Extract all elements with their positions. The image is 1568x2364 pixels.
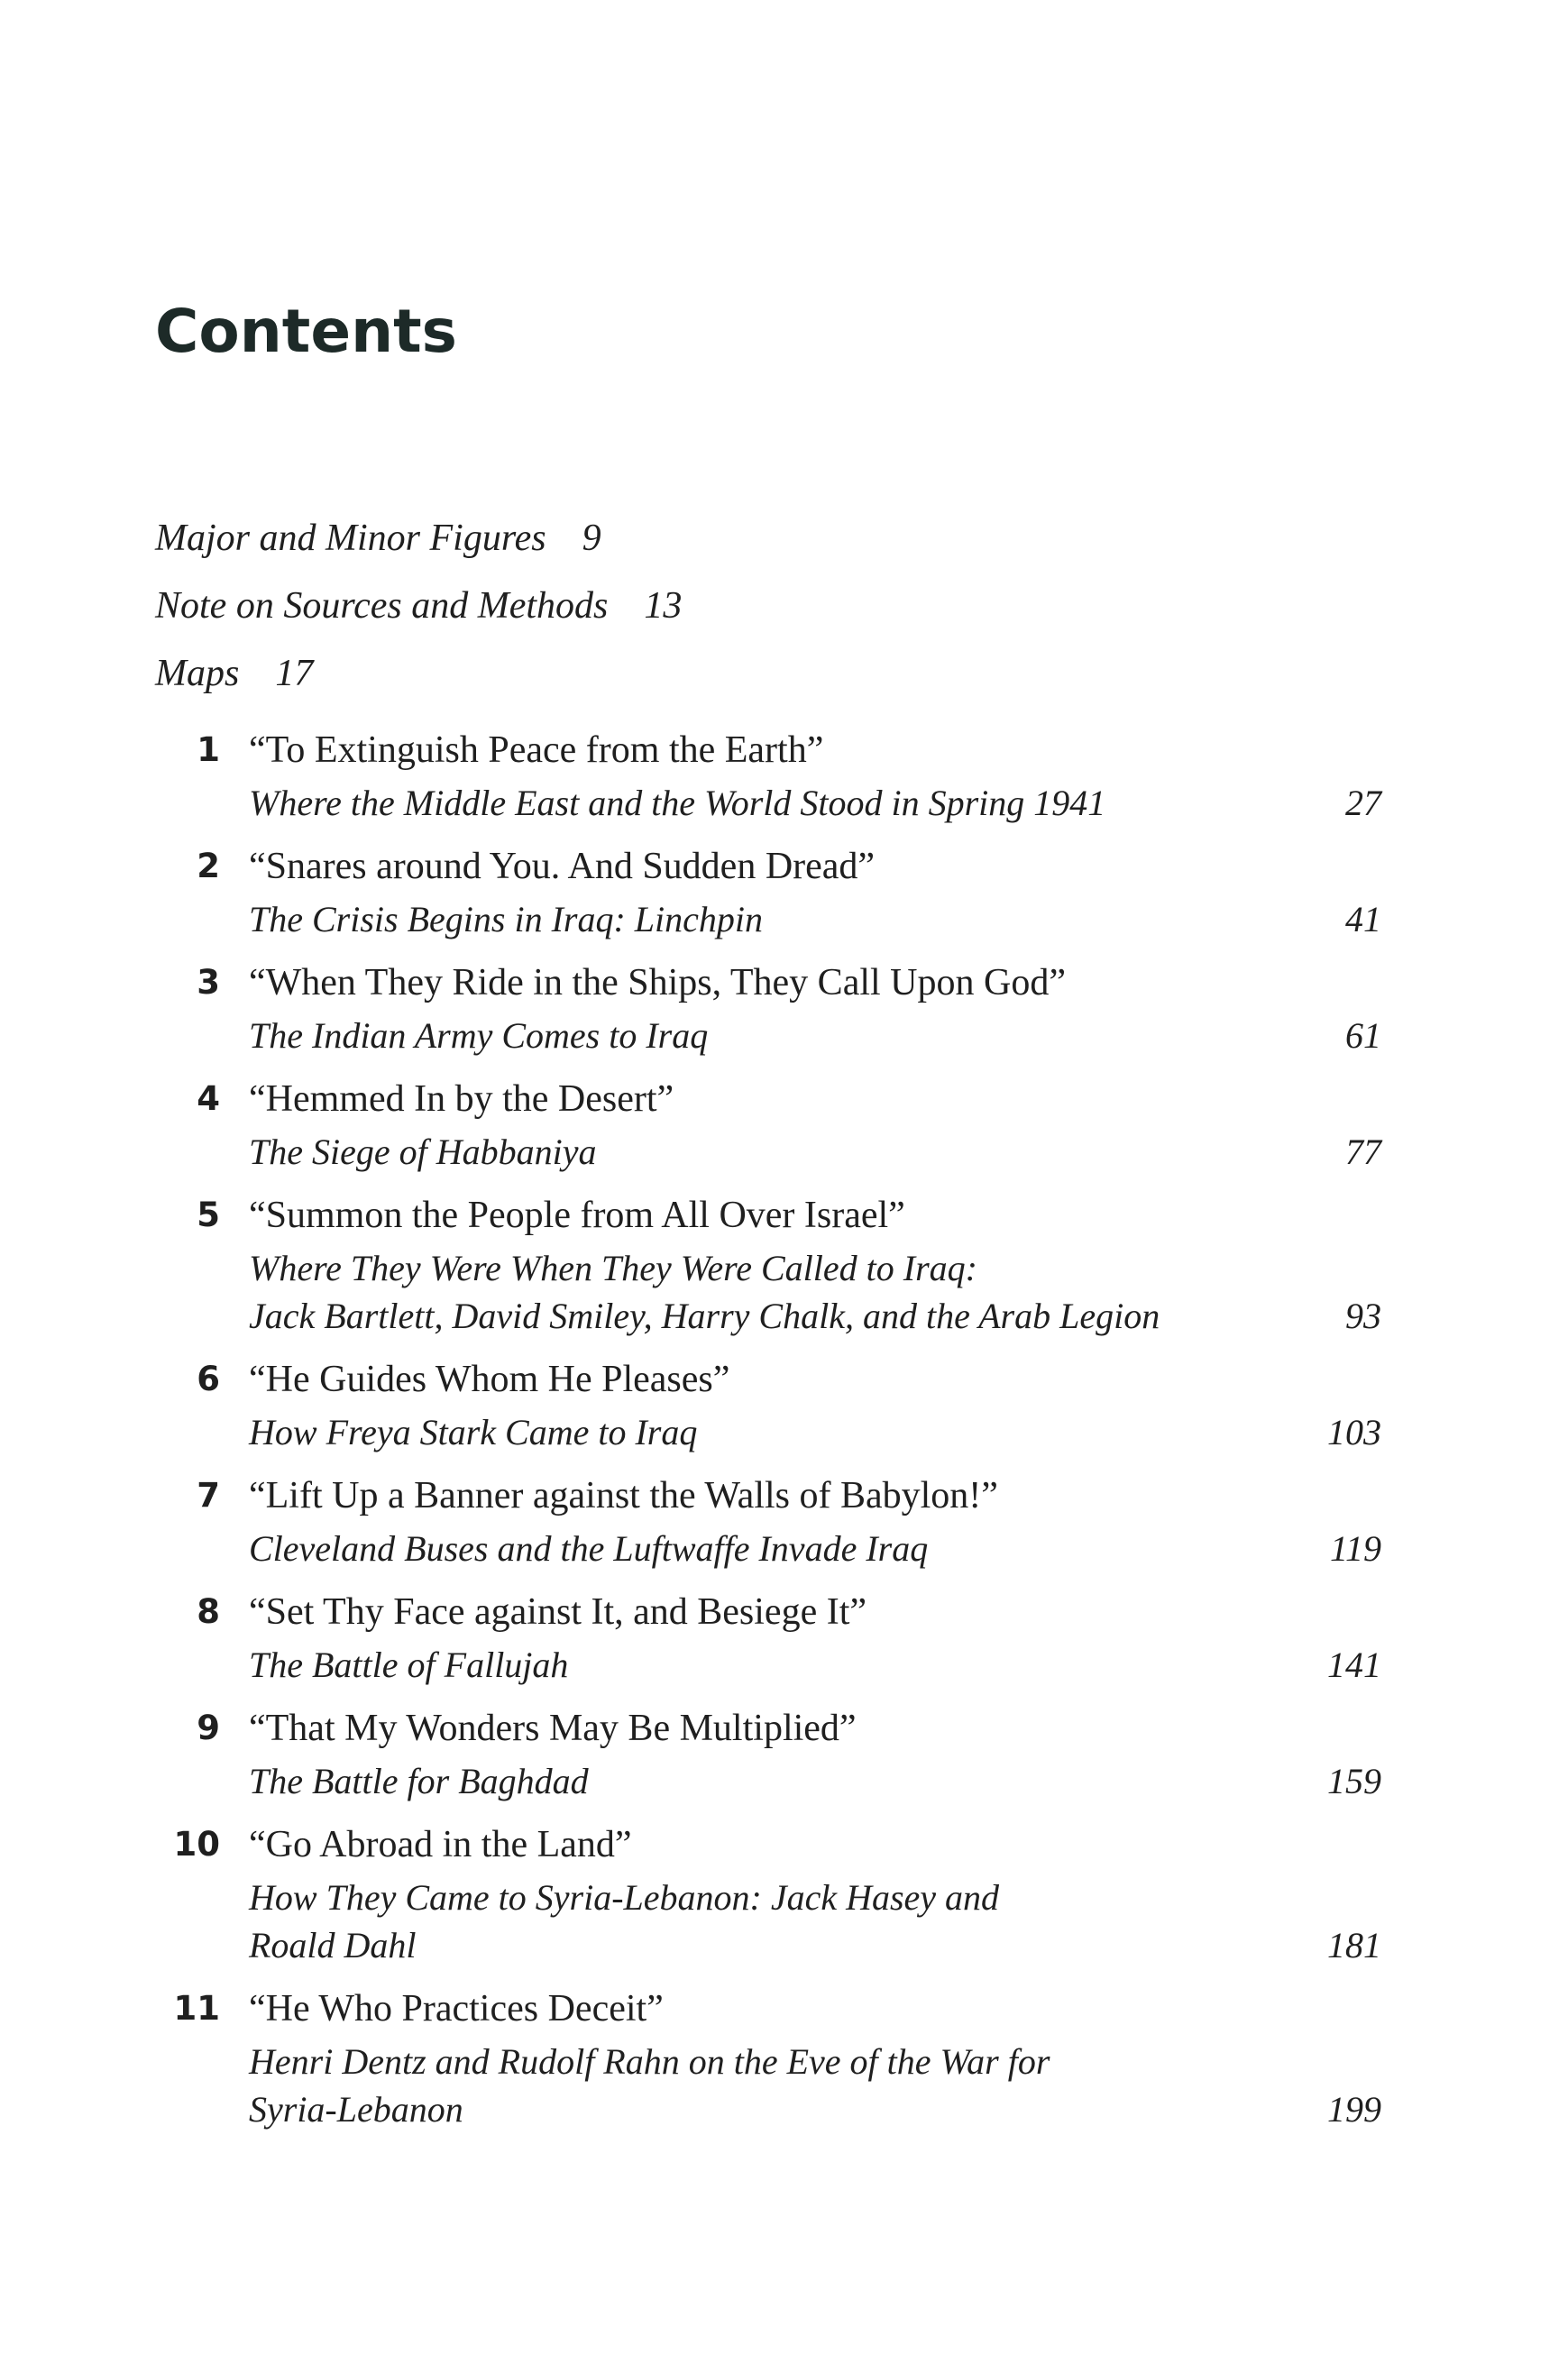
chapter-title: “Snares around You. And Sudden Dread” [249,846,876,887]
chapter-page-number: 93 [1345,1296,1381,1336]
chapter-title: “Hemmed In by the Desert” [249,1078,674,1120]
chapter-subtitle-line: How Freya Stark Came to Iraq [249,1412,698,1452]
chapter-subtitle [249,1757,1295,1805]
chapter-number: 11 [173,1989,220,2028]
chapter-spacer [155,1572,1381,1583]
chapter-spacer [155,1059,1381,1070]
chapter-title: “Summon the People from All Over Israel” [249,1195,905,1236]
chapter-number: 2 [197,847,220,885]
chapter-number: 9 [197,1709,220,1747]
chapter-spacer [155,1969,1381,1980]
chapter-title: “To Extinguish Peace from the Earth” [249,729,824,771]
chapter-number: 3 [197,963,220,1002]
chapter-subtitle-line: The Siege of Habbaniya [249,1132,597,1172]
front-matter-page: 9 [582,518,601,559]
front-matter-item [155,640,1417,708]
front-matter-item [155,573,1417,640]
chapter-page-number: 141 [1327,1645,1381,1685]
chapter-spacer [155,1805,1381,1816]
chapter-entry [155,721,1381,827]
chapter-page-number: 181 [1327,1925,1381,1965]
chapter-subtitle [249,1641,1295,1689]
chapter-entry [155,838,1381,943]
chapter-subtitle-line: The Battle for Baghdad [249,1761,589,1801]
chapter-subtitle-line: The Battle of Fallujah [249,1645,569,1685]
chapter-spacer [155,1689,1381,1700]
chapter-entry [155,1816,1381,1969]
chapter-subtitle-line: The Crisis Begins in Iraq: Linchpin [249,899,764,939]
chapter-page-number: 103 [1327,1412,1381,1452]
chapter-subtitle [249,2038,1295,2133]
chapter-number: 1 [197,730,220,769]
chapter-title: “He Who Practices Deceit” [249,1988,664,2030]
chapter-subtitle [249,779,1295,827]
chapter-subtitle [249,1128,1295,1176]
chapter-title: “When They Ride in the Ships, They Call Upon God” [249,962,1066,1003]
chapter-spacer [155,1176,1381,1187]
chapter-title: “Go Abroad in the Land” [249,1824,632,1865]
chapter-subtitle [249,1408,1295,1456]
chapter-subtitle-line: Roald Dahl [249,1925,417,1965]
chapter-title: “Set Thy Face against It, and Besiege It” [249,1591,867,1633]
front-matter-list [155,505,1417,708]
chapter-spacer [155,1456,1381,1467]
chapter-subtitle-line: Syria-Lebanon [249,2089,463,2130]
chapter-title: “That My Wonders May Be Multiplied” [249,1708,857,1749]
chapter-page-number: 41 [1345,899,1381,939]
chapter-entry [155,1351,1381,1456]
chapter-page-number: 199 [1327,2089,1381,2130]
chapter-subtitle-line: Jack Bartlett, David Smiley, Harry Chalk, and the Arab Legion [249,1296,1160,1336]
chapter-entry [155,1187,1381,1340]
front-matter-page: 13 [644,585,683,627]
chapter-subtitle-line: How They Came to Syria-Lebanon: Jack Hasey and [249,1877,1000,1918]
chapter-title: “He Guides Whom He Pleases” [249,1359,730,1400]
chapter-entry [155,954,1381,1059]
chapter-entry [155,1467,1381,1572]
chapter-spacer [155,827,1381,838]
front-matter-item [155,505,1417,573]
front-matter-page: 17 [275,653,314,694]
chapter-subtitle-line: Cleveland Buses and the Luftwaffe Invade Iraq [249,1528,929,1569]
chapter-subtitle [249,1012,1295,1059]
chapter-page-number: 119 [1329,1528,1381,1569]
chapter-number: 8 [197,1592,220,1631]
chapter-subtitle [249,1874,1295,1969]
chapter-subtitle-line: Where They Were When They Were Called to Iraq: [249,1248,977,1288]
chapter-list [155,721,1381,2133]
chapter-subtitle-line: Henri Dentz and Rudolf Rahn on the Eve of the War for [249,2041,1050,2082]
chapter-number: 10 [173,1825,220,1864]
chapter-page-number: 77 [1345,1132,1381,1172]
chapter-entry [155,1980,1381,2133]
front-matter-label: Maps [155,653,240,694]
chapter-entry [155,1583,1381,1689]
chapter-number: 7 [197,1476,220,1515]
chapter-number: 5 [197,1196,220,1234]
chapter-spacer [155,1340,1381,1351]
chapter-entry [155,1070,1381,1176]
chapter-entry [155,1700,1381,1805]
chapter-subtitle [249,1525,1295,1572]
page-title: Contents [155,297,457,366]
chapter-page-number: 159 [1327,1761,1381,1801]
chapter-page-number: 27 [1345,783,1381,823]
chapter-subtitle [249,895,1295,943]
chapter-subtitle [249,1244,1295,1340]
chapter-spacer [155,943,1381,954]
chapter-page-number: 61 [1345,1015,1381,1056]
front-matter-label: Major and Minor Figures [155,518,546,559]
chapter-subtitle-line: The Indian Army Comes to Iraq [249,1015,709,1056]
chapter-number: 4 [197,1079,220,1118]
chapter-number: 6 [197,1360,220,1398]
chapter-title: “Lift Up a Banner against the Walls of Babylon!” [249,1475,998,1516]
chapter-subtitle-line: Where the Middle East and the World Stood in Spring 1941 [249,783,1106,823]
front-matter-label: Note on Sources and Methods [155,585,609,627]
